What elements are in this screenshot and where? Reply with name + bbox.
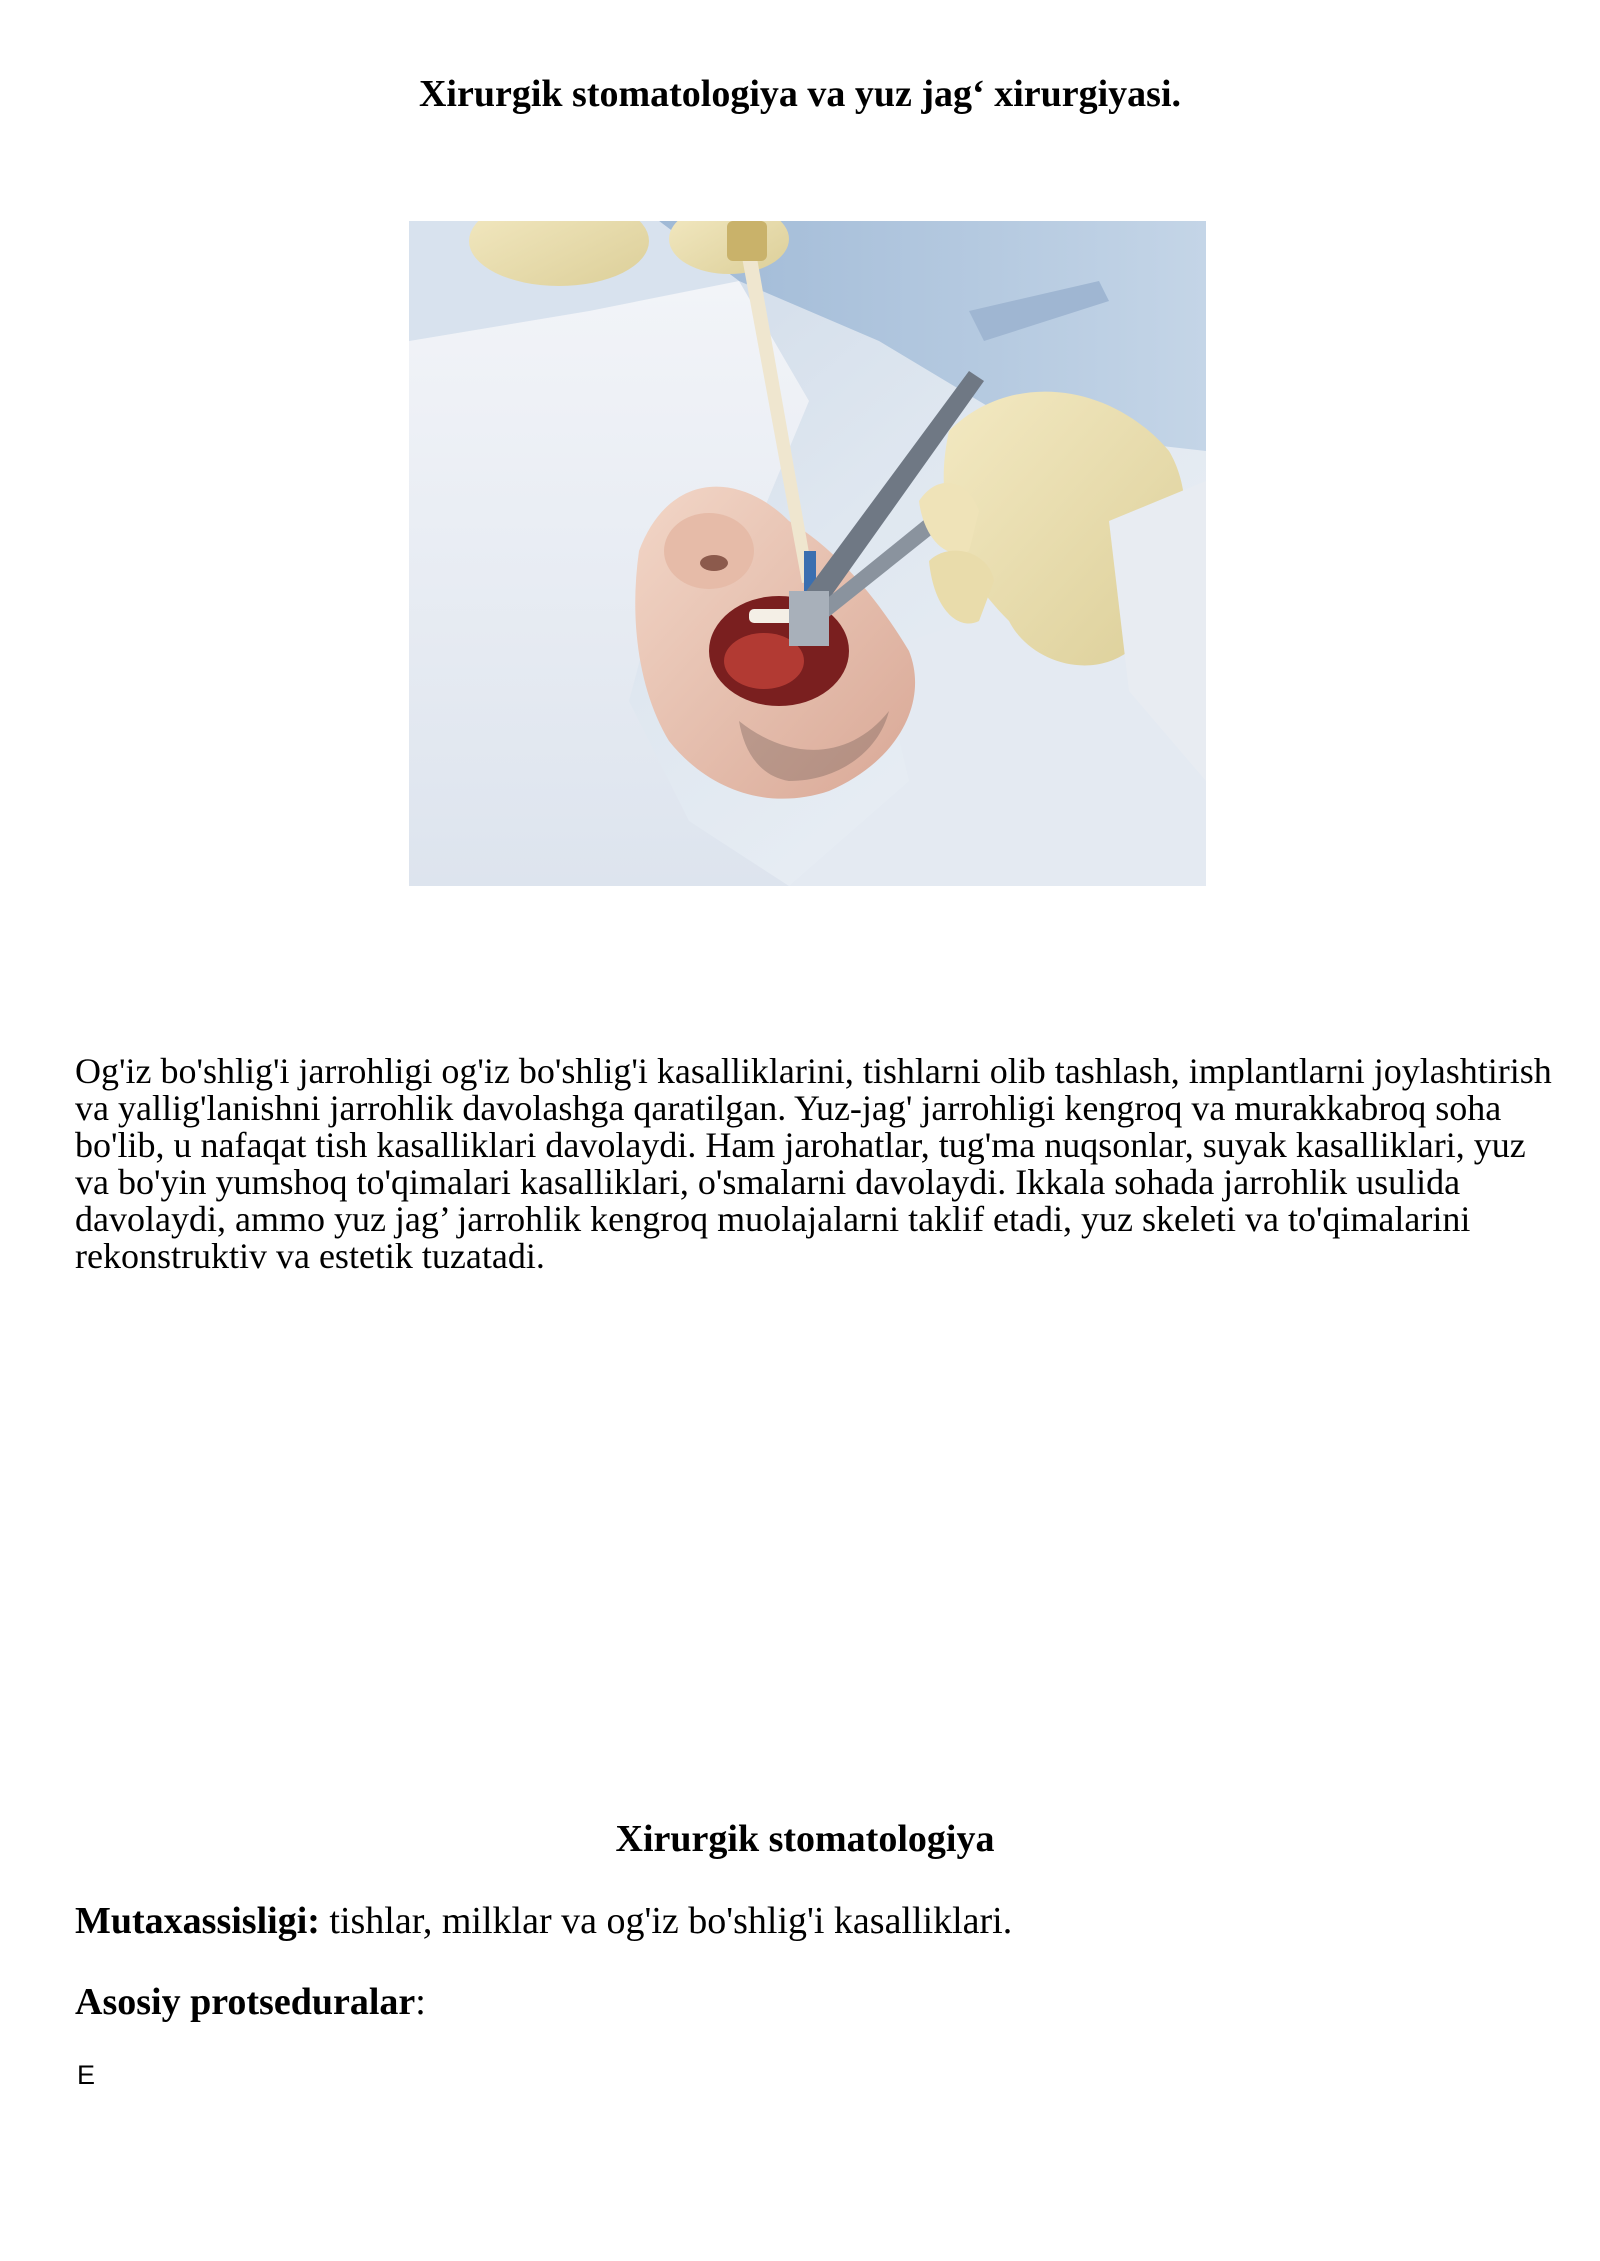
section-title bbox=[0, 1815, 1600, 1863]
trailing-letter: E bbox=[77, 2060, 96, 2090]
procedures-colon: : bbox=[415, 1981, 426, 2023]
specialty-line bbox=[75, 1897, 1012, 1945]
intro-paragraph: Og'iz bo'shlig'i jarrohligi og'iz bo'shlig'i kasalliklarini, tishlarni olib tashlash, implantlarni joylashtirish va yallig'lanishni jarrohlik davolashga qaratilgan. Yuz-jag' jarrohligi kengroq va murakkabroq soha bo'lib, u nafaqat tish kasalliklari davolaydi. Ham jarohatlar, tug'ma nuqsonlar, suyak kasalliklari, yuz va bo'yin yumshoq to'qimalari kasalliklari, o'smalarni davolaydi. Ikkala sohada jarrohlik usulida davolaydi, ammo yuz jag’ jarrohlik kengroq muolajalarni taklif etadi, yuz skeleti va to'qimalarini rekonstruktiv va estetik tuzatadi. bbox=[75, 1051, 1552, 1276]
procedures-line bbox=[75, 1978, 426, 2026]
dental-surgery-photo bbox=[409, 221, 1206, 886]
specialty-label: Mutaxassisligi: bbox=[75, 1900, 320, 1942]
section-title-text: Xirurgik stomatologiya bbox=[615, 1818, 995, 1860]
page-title: Xirurgik stomatologiya va yuz jag‘ xirurgiyasi. bbox=[418, 73, 1182, 115]
procedures-label: Asosiy protseduralar bbox=[75, 1981, 416, 2023]
specialty-value: tishlar, milklar va og'iz bo'shlig'i kasalliklari. bbox=[319, 1900, 1013, 1942]
